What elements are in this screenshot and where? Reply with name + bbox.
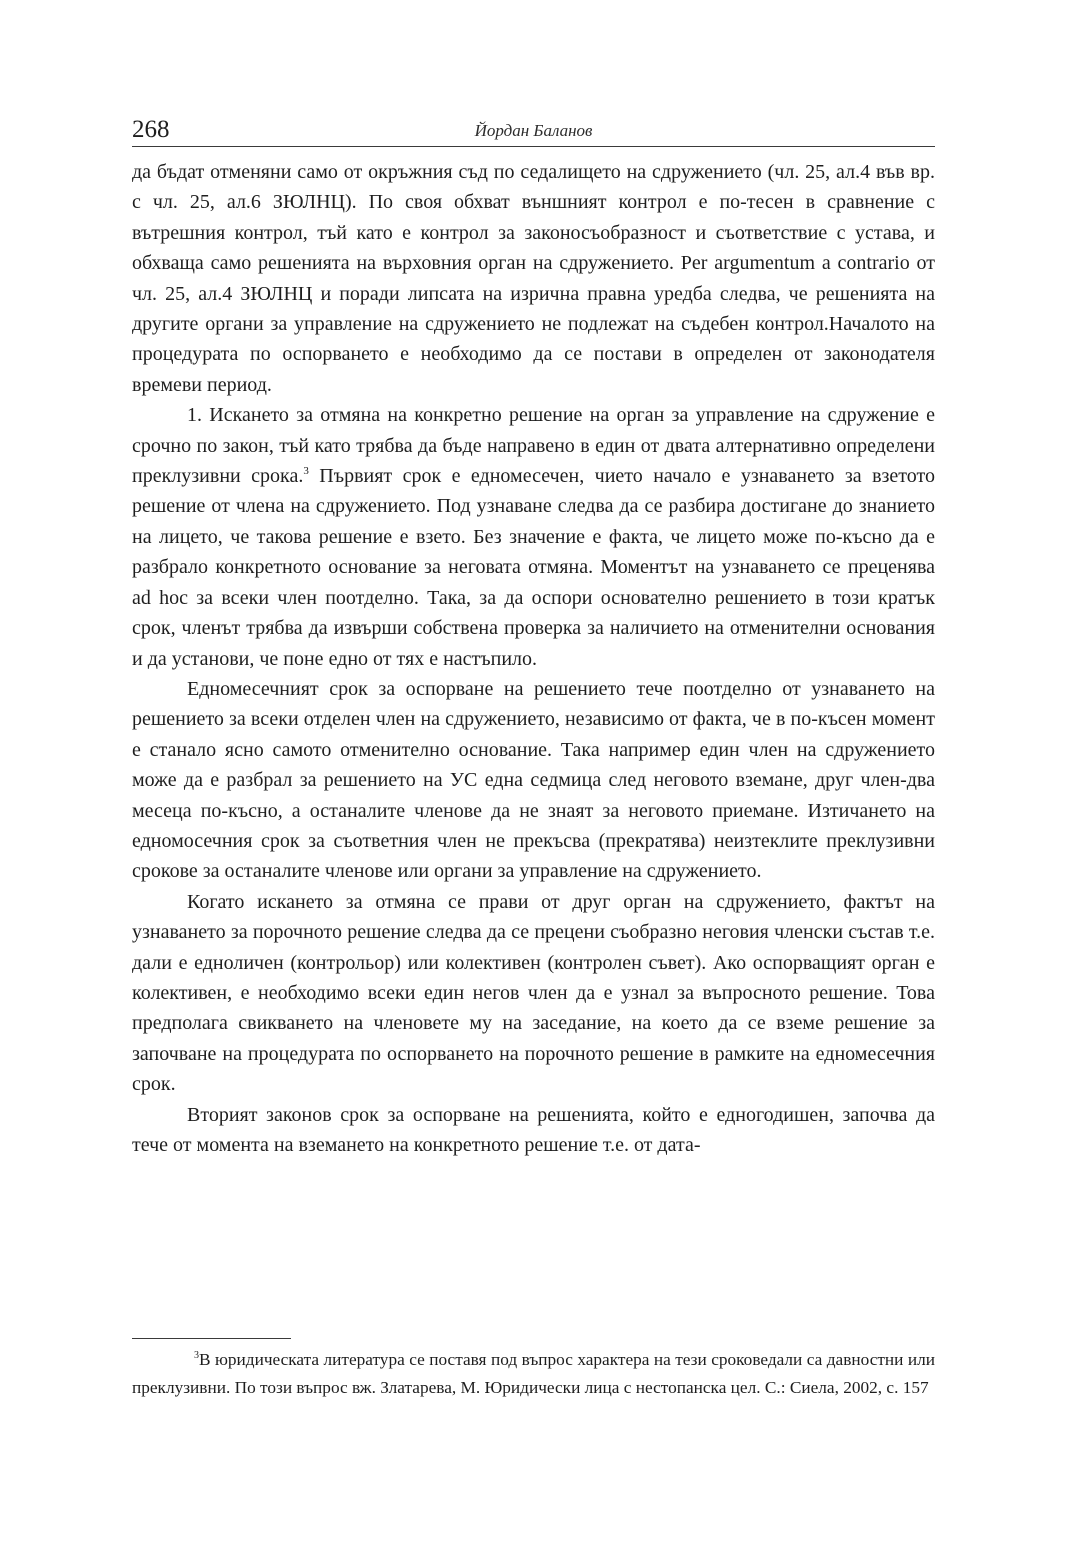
running-head-author: Йордан Баланов: [474, 121, 593, 140]
footnote-text: В юридическата литература се поставя под въпрос характера на тези сроковедали са давностни или преклузивни. По този въпрос вж. Златарева, М. Юридически лица с нестопанска цел. С.: Сиела, 2002, с. 157: [132, 1350, 935, 1397]
page-header: [132, 112, 935, 147]
paragraph-2-text-a: 1. Искането за отмяна на конкретно решение на орган за управление на сдружение е срочно по закон, тъй като трябва да бъде направено в един от двата алтернативно определени преклузивни срока.: [132, 404, 935, 488]
page-number: 268: [132, 116, 170, 143]
footnote-divider: [132, 1338, 291, 1339]
paragraph-4: Когато искането за отмяна се прави от друг орган на сдружението, фактът на узнаването за порочното решение следва да се прецени съобразно неговия членски състав т.е. дали е едноличен (контрольор) или колективен (контролен съвет). Ако оспорващият орган е колективен, е необходимо всеки един негов член да е узнал за въпросното решение. Това предполага свикването на членовете му на заседание, на което да се вземе решение за започване на процедурата по оспорването на порочното решение в рамките на едномесечния срок.: [132, 890, 935, 1096]
paragraph-1: да бъдат отменяни само от окръжния съд по седалището на сдружението (чл. 25, ал.4 във вр. с чл. 25, ал.6 ЗЮЛНЦ). По своя обхват външният контрол е по-тесен в сравнение с вътрешния контрол, тъй като е контрол за законосъобразност и съответствие с устава, и обхваща само решенията на върховния орган на сдружението. Per argumentum a contrario от чл. 25, ал.4 ЗЮЛНЦ и поради липсата на изрична правна уредба следва, че решенията на другите органи за управление на сдружението не подлежат на съдебен контрол.Началото на процедурата по оспорването е необходимо да се постави в определен от законодателя времеви период.: [132, 161, 935, 396]
paragraph-2-text-b: Първият срок е едномесечен, чието начало е узнаването за взетото решение от члена на сдружението. Под узнаване следва да се разбира достигане до знанието на лицето, че такова решение е взето. Без значение е факта, че лицето може по-късно да е разбрало конкретното основание за неговата отмяна. Моментът на узнаването се преценява ad hoc за всеки член поотделно. Така, за да оспори основателно решението в този кратък срок, членът трябва да извърши собствена проверка за наличието на отменителни основания и да установи, че поне едно от тях е настъпило.: [132, 465, 935, 670]
footnote: [132, 1346, 935, 1402]
body-text: [132, 157, 935, 1160]
paragraph-2: [132, 400, 935, 674]
paragraph-3: Едномесечният срок за оспорване на решението тече поотделно от узнаването на решението за всеки отделен член на сдружението, независимо от факта, че в по-късен момент е станало ясно самото отменително основание. Така например един член на сдружението може да е разбрал за решението на УС една седмица след неговото вземане, друг член-два месеца по-късно, а останалите членове да не знаят за неговото приемане. Изтичането на едномосечния срок за съответния член не прекъсва (прекратява) неизтеклите преклузивни срокове за останалите членове или органи за управление на сдружението.: [132, 677, 935, 883]
paragraph-5: Вторият законов срок за оспорване на решенията, който е едногодишен, започва да тече от момента на вземането на конкретното решение т.е. от дата-: [132, 1103, 935, 1156]
footnote-number: 3: [194, 1350, 199, 1361]
page: [132, 112, 935, 1160]
footnote-reference[interactable]: 3: [303, 465, 309, 478]
